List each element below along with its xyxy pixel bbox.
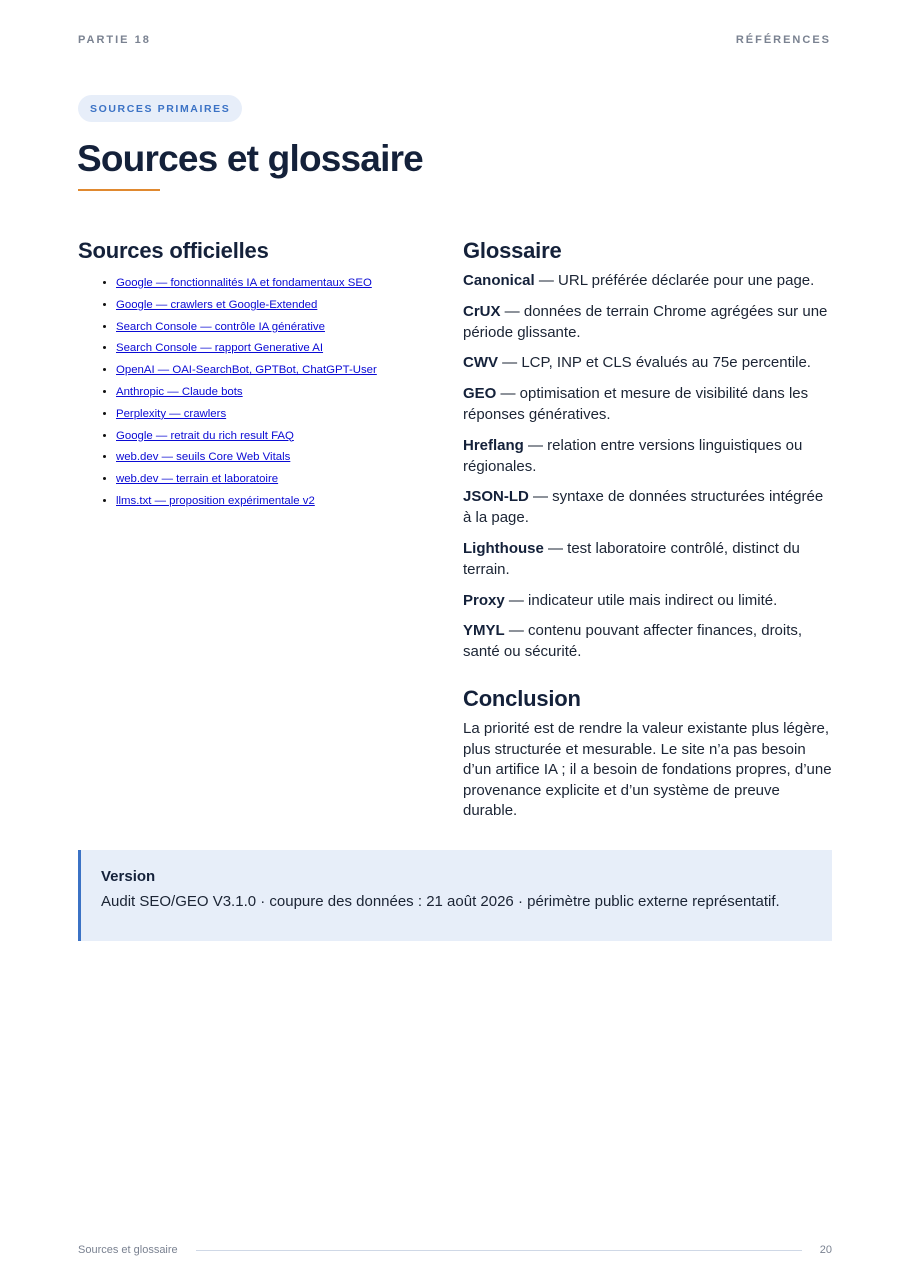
glossary-term: Hreflang: [463, 436, 524, 454]
running-header: [78, 34, 831, 46]
source-link[interactable]: llms.txt — proposition expérimentale v2: [116, 494, 315, 507]
sources-heading: Sources officielles: [78, 238, 269, 263]
sources-column: [78, 238, 438, 513]
glossary-term: CrUX: [463, 302, 501, 320]
glossary-entry: [463, 621, 835, 663]
glossary-definition: — données de terrain Chrome agrégées sur une période glissante.: [463, 302, 828, 341]
glossary-entry: [463, 436, 835, 478]
source-link[interactable]: Perplexity — crawlers: [116, 407, 227, 420]
footer-label: Sources et glossaire: [78, 1244, 178, 1256]
list-item: [116, 273, 438, 295]
conclusion-text: La priorité est de rendre la valeur existante plus légère, plus structurée et mesurable. Le site n’a pas besoin d’un artifice IA ; il a besoin de fondations propres, d’une provenance explicite et d’un système de preuve durable.: [463, 719, 832, 820]
conclusion-heading: Conclusion: [463, 685, 581, 711]
source-link[interactable]: Google — crawlers et Google-Extended: [116, 298, 318, 311]
section-badge: SOURCES PRIMAIRES: [78, 95, 242, 122]
list-item: [116, 404, 438, 426]
list-item: [116, 469, 438, 491]
glossary-term: Lighthouse: [463, 539, 544, 557]
title-underline: [78, 189, 160, 191]
source-link[interactable]: Google — fonctionnalités IA et fondamentaux SEO: [116, 277, 372, 289]
source-link[interactable]: OpenAI — OAI-SearchBot, GPTBot, ChatGPT-User: [116, 364, 377, 377]
list-item: [116, 491, 438, 513]
glossary-entry: [463, 302, 835, 344]
sources-list: [78, 273, 438, 513]
glossary-definition: — relation entre versions linguistiques ou régionales.: [463, 436, 803, 475]
source-link[interactable]: Search Console — contrôle IA générative: [116, 320, 325, 333]
glossary-term: Proxy: [463, 591, 505, 609]
glossary-entry: [463, 539, 835, 581]
page-number: 20: [819, 1244, 832, 1256]
glossary-definition: — LCP, INP et CLS évalués au 75e percentile.: [498, 354, 811, 372]
page-title: Sources et glossaire: [77, 138, 423, 179]
glossary-entry: [463, 487, 835, 529]
source-link[interactable]: web.dev — terrain et laboratoire: [116, 473, 279, 486]
list-item: [116, 360, 438, 382]
glossary-term: GEO: [463, 385, 497, 403]
source-link[interactable]: Anthropic — Claude bots: [116, 385, 243, 398]
version-callout: [78, 850, 832, 941]
callout-title: Version: [101, 868, 156, 885]
glossary-definition: — URL préférée déclarée pour une page.: [534, 272, 815, 289]
glossary-entry: [463, 591, 835, 612]
list-item: [116, 426, 438, 448]
source-link[interactable]: web.dev — seuils Core Web Vitals: [116, 451, 291, 464]
glossary-definition: — optimisation et mesure de visibilité dans les réponses génératives.: [463, 385, 809, 423]
list-item: [116, 382, 438, 404]
page-footer: [78, 1244, 832, 1256]
source-link[interactable]: Google — retrait du rich result FAQ: [116, 429, 294, 442]
glossary-heading: Glossaire: [463, 238, 562, 263]
glossary-definition: — syntaxe de données structurées intégrée à la page.: [463, 488, 824, 527]
glossary-definition: — contenu pouvant affecter finances, droits, santé ou sécurité.: [463, 622, 803, 661]
list-item: [116, 447, 438, 469]
list-item: [116, 317, 438, 339]
section-label: RÉFÉRENCES: [735, 34, 831, 46]
glossary-term: YMYL: [463, 622, 505, 640]
glossary-definition: — indicateur utile mais indirect ou limité.: [504, 591, 778, 609]
glossary-term: Canonical: [463, 272, 535, 289]
glossary-column: [463, 238, 835, 822]
part-label: PARTIE 18: [78, 34, 151, 46]
glossary-entry: [463, 384, 835, 426]
glossary-list: [463, 271, 835, 663]
list-item: [116, 338, 438, 360]
footer-divider: [196, 1250, 802, 1251]
glossary-term: CWV: [463, 354, 498, 372]
callout-text: Audit SEO/GEO V3.1.0 · coupure des données : 21 août 2026 · périmètre public externe représentatif.: [101, 893, 780, 910]
glossary-term: JSON-LD: [463, 488, 529, 506]
source-link[interactable]: Search Console — rapport Generative AI: [116, 342, 324, 355]
glossary-entry: [463, 271, 835, 292]
list-item: [116, 295, 438, 317]
glossary-definition: — test laboratoire contrôlé, distinct du terrain.: [463, 539, 800, 578]
glossary-entry: [463, 353, 835, 374]
